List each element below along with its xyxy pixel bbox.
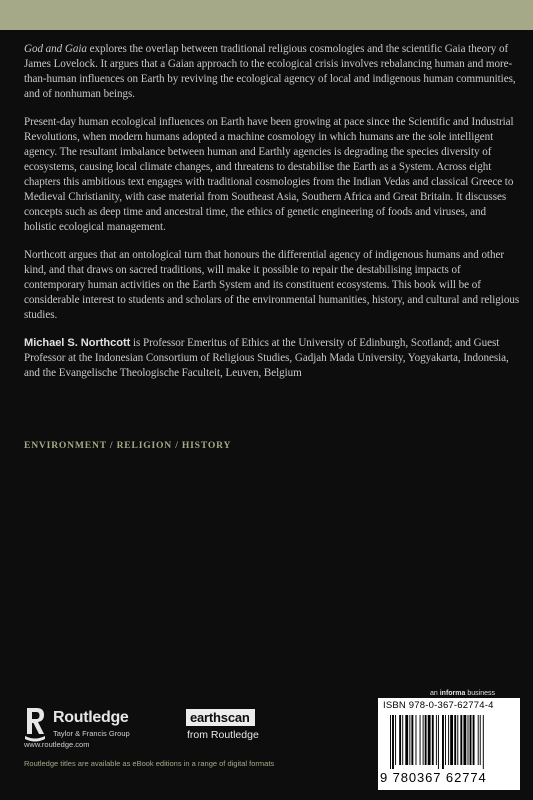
imprint-name: earthscan	[186, 709, 255, 726]
imprint-subtitle: from Routledge	[187, 729, 259, 741]
routledge-logo	[24, 704, 184, 744]
description-paragraph-2: Present-day human ecological influences on Earth have been growing at pace since the Scientific and Industrial Revolutions, when modern humans adopted a machine cosmology in which humans are the sole intelligent agency. The resultant imbalance between human and Earthly agencies is degrading the species diversity of ecosystems, causing local climate changes, and threatens to destabilise the Earth as a System. Across eight chapters this ambitious text engages with traditional cosmologies from the Indian Vedas and classical Greece to Medieval Christianity, with case material from Southeast Asia, Southern Africa and Great Britain. It discusses concepts such as deep time and ancestral time, the ethics of genetic engineering of foods and viruses, and holistic ecological management.	[24, 116, 514, 233]
publisher-name: Routledge	[53, 709, 129, 726]
author-bio-text: is Professor Emeritus of Ethics at the University of Edinburgh, Scotland; and Guest Professor at the Indonesian Consortium of Religious Studies, Gadjah Mada University, Yogyakarta, Indonesia, and the Evangelische Theologische Faculteit, Leuven, Belgium	[24, 337, 509, 379]
description-paragraph-1-text: explores the overlap between traditional religious cosmologies and the scientific Gaia theory of James Lovelock. It argues that a Gaian approach to the ecological crisis involves rebalancing human and more-than-human influences on Earth by reviving the ecological agency of local and indigenous human communities, and of nonhuman beings.	[24, 43, 516, 100]
informa-suffix: business	[465, 690, 495, 697]
routledge-r-icon	[24, 704, 46, 744]
description-paragraph-1	[24, 42, 520, 102]
informa-word: informa	[439, 690, 466, 697]
author-bio	[24, 336, 520, 381]
isbn-label: ISBN 978-0-367-62774-4	[383, 700, 494, 711]
barcode-icon	[382, 715, 516, 769]
ebook-note: Routledge titles are available as eBook editions in a range of digital formats	[24, 759, 275, 768]
earthscan-logo	[186, 709, 278, 745]
isbn-barcode-box	[378, 698, 520, 790]
informa-business-note	[430, 690, 495, 697]
barcode-digits: 9 780367 62774	[380, 770, 487, 785]
author-name: Michael S. Northcott	[24, 337, 131, 349]
description-paragraph-3: Northcott argues that an ontological turn that honours the differential agency of indigenous humans and other kind, and that draws on sacred traditions, will make it possible to repair the destabilising impacts of contemporary human activities on the Earth System and its constituent ecosystems. This book will be of considerable interest to students and scholars of the environmental humanities, history, and cultural and religious studies.	[24, 249, 520, 321]
back-cover-description	[24, 42, 520, 394]
publisher-url: www.routledge.com	[24, 740, 90, 749]
top-color-band	[0, 0, 533, 30]
subject-categories: ENVIRONMENT / RELIGION / HISTORY	[24, 440, 232, 451]
publisher-group: Taylor & Francis Group	[53, 729, 130, 738]
informa-prefix: an	[430, 690, 440, 697]
book-title-italic: God and Gaia	[24, 43, 87, 55]
